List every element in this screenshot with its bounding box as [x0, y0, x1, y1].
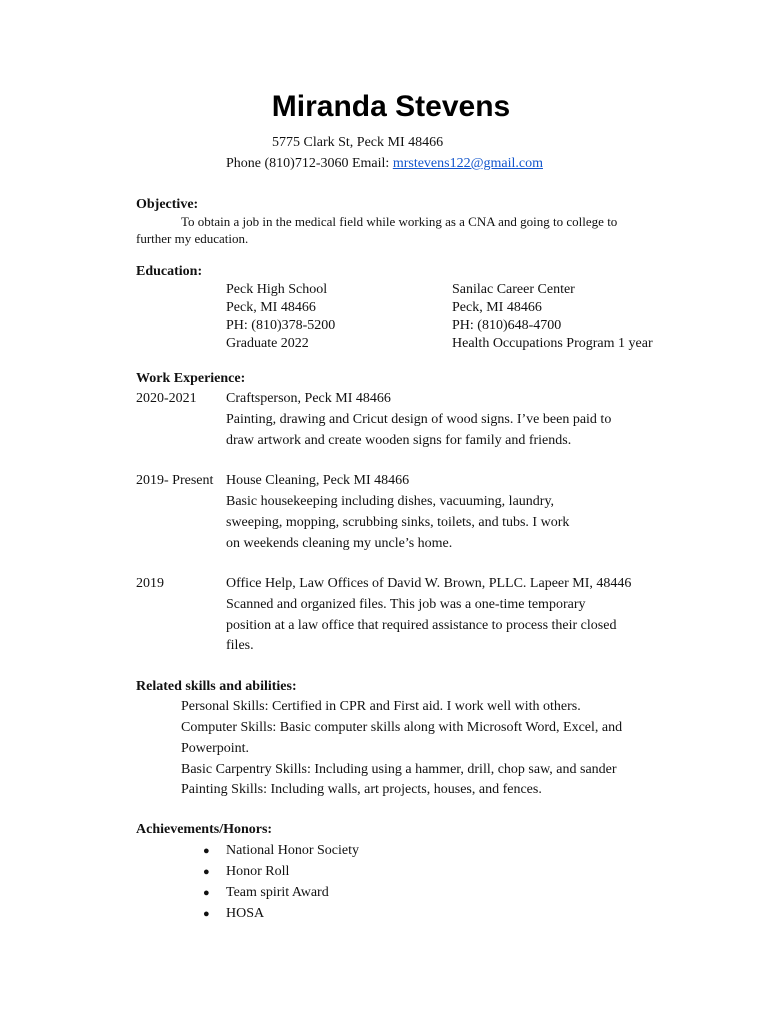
achievement-item: Team spirit Award [226, 885, 329, 900]
job-1-line: Painting, drawing and Cricut design of wood signs. I’ve been paid to [226, 412, 612, 427]
objective-line-2: further my education. [136, 231, 249, 246]
school-2-phone: PH: (810)648-4700 [452, 318, 562, 333]
job-2-title: House Cleaning, Peck MI 48466 [226, 473, 410, 488]
skills-heading: Related skills and abilities: [136, 679, 297, 694]
job-3-dates: 2019 [136, 576, 164, 591]
job-3-line: Scanned and organized files. This job was a one-time temporary [226, 597, 586, 612]
achievement-item: National Honor Society [226, 843, 359, 858]
contact-line [226, 156, 543, 172]
objective-heading: Objective: [136, 197, 199, 212]
bullet-icon: ● [203, 908, 210, 920]
work-heading: Work Experience: [136, 371, 246, 386]
skill-line: Personal Skills: Certified in CPR and First aid. I work well with others. [181, 699, 581, 714]
school-1-phone: PH: (810)378-5200 [226, 318, 336, 333]
job-1-line: draw artwork and create wooden signs for family and friends. [226, 433, 572, 448]
job-2-line: Basic housekeeping including dishes, vacuuming, laundry, [226, 494, 555, 509]
skill-line: Powerpoint. [181, 741, 250, 756]
bullet-icon: ● [203, 866, 210, 878]
education-heading: Education: [136, 264, 203, 279]
achievement-item: HOSA [226, 906, 265, 921]
job-2-line: on weekends cleaning my uncle’s home. [226, 536, 453, 551]
school-2-city: Peck, MI 48466 [452, 300, 542, 315]
school-2-detail: Health Occupations Program 1 year [452, 336, 653, 351]
email-link[interactable]: mrstevens122@gmail.com [392, 156, 543, 171]
skill-line: Computer Skills: Basic computer skills along with Microsoft Word, Excel, and [181, 720, 623, 735]
objective-line-1: To obtain a job in the medical field while working as a CNA and going to college to [181, 214, 618, 229]
address: 5775 Clark St, Peck MI 48466 [272, 135, 444, 150]
school-1-name: Peck High School [226, 282, 328, 297]
job-1-dates: 2020-2021 [136, 391, 197, 406]
school-2-name: Sanilac Career Center [452, 282, 575, 297]
job-3-line: position at a law office that required assistance to process their closed [226, 618, 617, 633]
skill-line: Painting Skills: Including walls, art projects, houses, and fences. [181, 782, 542, 797]
bullet-icon: ● [203, 845, 210, 857]
bullet-icon: ● [203, 887, 210, 899]
phone-text: Phone (810)712-3060 Email: [226, 156, 393, 171]
resume-name: Miranda Stevens [271, 90, 511, 123]
job-2-line: sweeping, mopping, scrubbing sinks, toilets, and tubs. I work [226, 515, 570, 530]
achievements-heading: Achievements/Honors: [136, 822, 273, 837]
job-3-title: Office Help, Law Offices of David W. Brown, PLLC. Lapeer MI, 48446 [226, 576, 632, 591]
job-1-title: Craftsperson, Peck MI 48466 [226, 391, 391, 406]
skill-line: Basic Carpentry Skills: Including using a hammer, drill, chop saw, and sander [181, 762, 617, 777]
job-3-line: files. [226, 638, 254, 653]
job-2-dates: 2019- Present [136, 473, 214, 488]
achievement-item: Honor Roll [226, 864, 290, 879]
school-1-city: Peck, MI 48466 [226, 300, 316, 315]
school-1-detail: Graduate 2022 [226, 336, 309, 351]
